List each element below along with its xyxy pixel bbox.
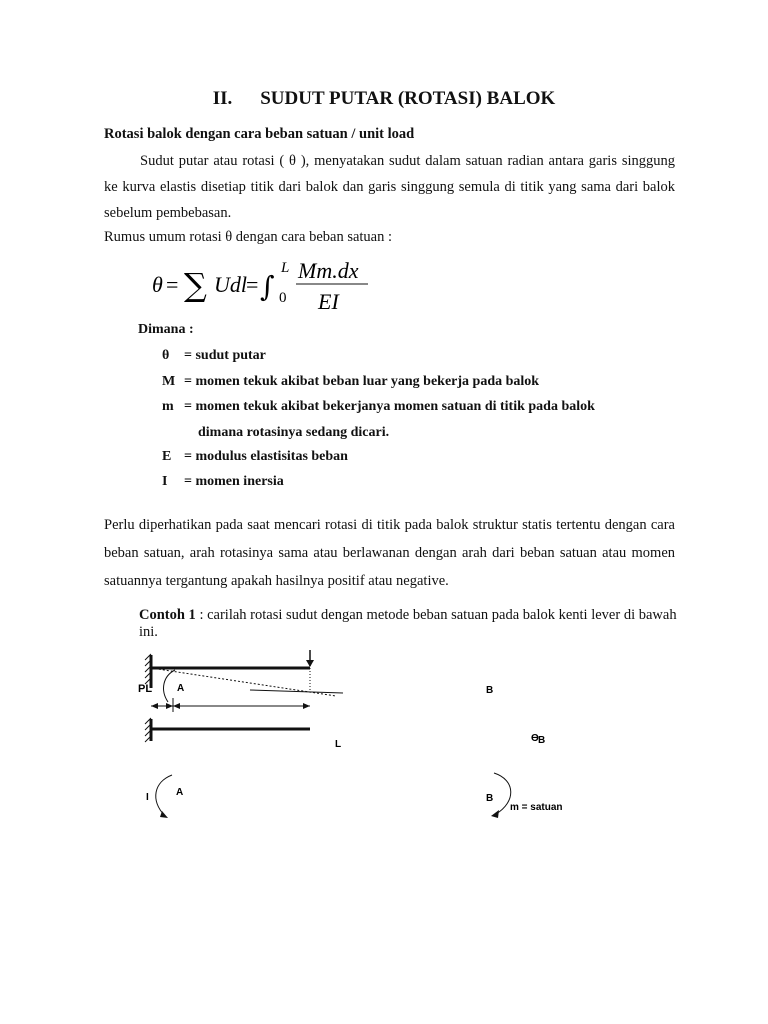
intro-paragraph bbox=[104, 148, 675, 226]
label-a-bottom: A bbox=[176, 787, 184, 798]
label-one: I bbox=[146, 792, 149, 803]
formula-denominator: EI bbox=[318, 289, 339, 314]
label-b-top: B bbox=[486, 685, 494, 696]
formula-upper: L bbox=[281, 260, 290, 276]
note-text: Perlu diperhatikan pada saat mencari rotasi di titik pada balok struktur statis tertentu dengan cara beban satuan, arah rotasinya sama atau berlawanan dengan arah dari beban satuan atau momen satuannya tergantung apakah hasilnya positif atau negative. bbox=[104, 517, 675, 589]
definition-symbol: M bbox=[162, 374, 176, 389]
note-paragraph bbox=[104, 511, 675, 595]
definition-text: = momen tekuk akibat beban luar yang bekerja pada balok bbox=[184, 374, 540, 389]
unit-moment-a bbox=[156, 775, 172, 818]
definition-m-continuation: dimana rotasinya sedang dicari. bbox=[198, 425, 390, 440]
label-pl: PL bbox=[138, 683, 153, 695]
section-title: SUDUT PUTAR (ROTASI) BALOK bbox=[260, 88, 556, 109]
moment-arc-top bbox=[164, 670, 175, 702]
definition-m-upper bbox=[162, 374, 539, 390]
label-theta-b: ϴ bbox=[531, 733, 539, 744]
formula-eq1: = bbox=[166, 272, 179, 297]
label-theta-b-sub: B bbox=[538, 735, 546, 746]
label-b-bottom: B bbox=[486, 793, 494, 804]
intro-text: Sudut putar atau rotasi ( θ ), menyatakan sudut dalam satuan radian antara garis singgung ke kurva elastis disetiap titik dari balok dan garis singgung semula di titik yang sama dari balok sebelum pembebasan. bbox=[104, 153, 675, 221]
rotation-formula bbox=[150, 252, 410, 316]
formula-intro: Rumus umum rotasi θ dengan cara beban satuan : bbox=[104, 229, 393, 245]
definition-m-lower bbox=[162, 399, 595, 415]
definition-text: = sudut putar bbox=[184, 348, 266, 363]
definition-symbol: I bbox=[162, 474, 168, 489]
example-label: Contoh 1 bbox=[139, 607, 196, 623]
formula-udl: Udl bbox=[214, 272, 247, 297]
definition-symbol: θ bbox=[162, 348, 170, 363]
definition-text: = momen inersia bbox=[184, 474, 284, 489]
example-paragraph bbox=[139, 607, 679, 641]
formula-theta: θ bbox=[152, 272, 163, 297]
subheading: Rotasi balok dengan cara beban satuan / unit load bbox=[104, 126, 415, 142]
formula-lower: 0 bbox=[279, 290, 287, 306]
definition-text: = modulus elastisitas beban bbox=[184, 449, 348, 464]
definition-symbol: m bbox=[162, 399, 174, 414]
formula-integral: ∫ bbox=[260, 270, 275, 303]
definition-e bbox=[162, 449, 348, 465]
formula-svg bbox=[150, 252, 410, 316]
dimension-line bbox=[151, 698, 310, 712]
section-number: II. bbox=[212, 88, 233, 109]
formula-numerator: Mm.dx bbox=[298, 258, 359, 283]
formula-sigma: ∑ bbox=[184, 266, 207, 304]
tangent-line bbox=[250, 690, 343, 693]
fixed-support-bottom bbox=[145, 718, 151, 742]
definition-symbol: E bbox=[162, 449, 172, 464]
definition-theta bbox=[162, 348, 266, 364]
label-l: L bbox=[335, 739, 342, 750]
definition-i bbox=[162, 474, 284, 490]
unit-moment-b bbox=[491, 773, 511, 818]
dimana-label: Dimana : bbox=[138, 322, 194, 337]
label-a-top: A bbox=[177, 683, 185, 694]
example-text: : carilah rotasi sudut dengan metode beban satuan pada balok kenti lever di bawah ini. bbox=[139, 607, 677, 640]
label-m-satuan: m = satuan bbox=[510, 802, 563, 813]
cantilever-diagram bbox=[0, 640, 768, 840]
section-heading bbox=[0, 88, 768, 110]
formula-eq2: = bbox=[246, 272, 259, 297]
point-load-arrow bbox=[306, 650, 314, 667]
definition-text: = momen tekuk akibat bekerjanya momen satuan di titik pada balok bbox=[184, 399, 595, 414]
